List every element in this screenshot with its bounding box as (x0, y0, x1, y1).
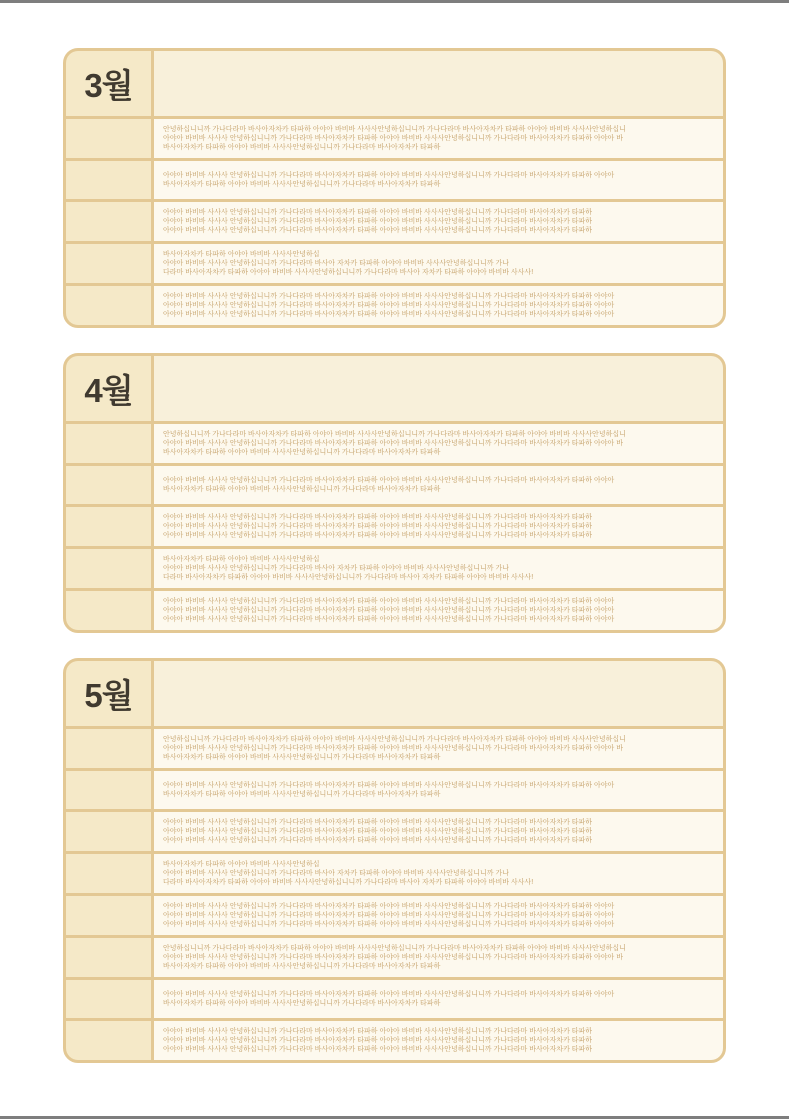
month-header-blank-cell (154, 51, 723, 116)
row-text-line: 아야아 바비바 사사사 안녕하십니니까 가나다라마 바사아자차카 타파하 아야아 바비바 사사사안녕하십니니까 가나다라마 바사아자차카 타파하 아야아 바 (163, 745, 623, 752)
row-content-cell (154, 119, 723, 158)
row-text-line: 바사아자차카 타파하 아야아 바비바 사사사안녕하십니니까 가나다라마 바사아자차카 타파하 (163, 144, 441, 151)
row-text-line: 아야아 바비바 사사사 안녕하십니니까 가나다라마 바사아자차카 타파하 아야아 바비바 사사사안녕하십니니까 가나다라마 바사아자차카 타파하 아야아 바 (163, 440, 623, 447)
row-text-line: 아야아 바비바 사사사 안녕하십니니까 가나다라마 바사아 자차카 타파하 아야아 바비바 사사사안녕하십니니까 가나 (163, 870, 509, 877)
row-content-cell (154, 202, 723, 241)
row-text-line: 아야아 바비바 사사사 안녕하십니니까 가나다라마 바사아자차카 타파하 아야아 바비바 사사사안녕하십니니까 가나다라마 바사아자차카 타파하 아야아 (163, 607, 615, 614)
row-text-line: 아야아 바비바 사사사 안녕하십니니까 가나다라마 바사아자차카 타파하 아야아 바비바 사사사안녕하십니니까 가나다라마 바사아자차카 타파하 아야아 (163, 782, 615, 789)
row-content-cell (154, 424, 723, 463)
page-top-rule (0, 0, 789, 3)
row-label-cell (66, 812, 151, 851)
row-text-line: 아야아 바비바 사사사 안녕하십니니까 가나다라마 바사아자차카 타파하 아야아 바비바 사사사안녕하십니니까 가나다라마 바사아자차카 타파하 (163, 1037, 593, 1044)
row-text-line: 아야아 바비바 사사사 안녕하십니니까 가나다라마 바사아자차카 타파하 아야아 바비바 사사사안녕하십니니까 가나다라마 바사아자차카 타파하 (163, 1028, 593, 1035)
row-text-line: 아야아 바비바 사사사 안녕하십니니까 가나다라마 바사아자차카 타파하 아야아 바비바 사사사안녕하십니니까 가나다라마 바사아자차카 타파하 (163, 532, 593, 539)
row-content-cell (154, 1021, 723, 1060)
row-text-line: 아야아 바비바 사사사 안녕하십니니까 가나다라마 바사아자차카 타파하 아야아 바비바 사사사안녕하십니니까 가나다라마 바사아자차카 타파하 (163, 837, 593, 844)
row-content-cell (154, 938, 723, 977)
row-content-cell (154, 244, 723, 283)
row-text-line: 아야아 바비바 사사사 안녕하십니니까 가나다라마 바사아자차카 타파하 아야아 바비바 사사사안녕하십니니까 가나다라마 바사아자차카 타파하 아야아 (163, 598, 615, 605)
row-text-line: 안녕하십니니까 가나다라마 바사아자차카 타파하 아야아 바비바 사사사안녕하십니니까 가나다라마 바사아자차카 타파하 아야아 바비바 사사사안녕하십니 (163, 945, 626, 952)
row-label-cell (66, 119, 151, 158)
month-header-blank-cell (154, 661, 723, 726)
row-text-line: 바사아자차카 타파하 아야아 바비바 사사사안녕하십니니까 가나다라마 바사아자차카 타파하 (163, 486, 441, 493)
row-text-line: 바사아자차카 타파하 아야아 바비바 사사사안녕하십니니까 가나다라마 바사아자차카 타파하 (163, 181, 441, 188)
row-content-cell (154, 896, 723, 935)
row-text-line: 바사아자차카 타파하 아야아 바비바 사사사안녕하십 (163, 861, 320, 868)
row-text-line: 아야아 바비바 사사사 안녕하십니니까 가나다라마 바사아자차카 타파하 아야아 바비바 사사사안녕하십니니까 가나다라마 바사아자차카 타파하 (163, 523, 593, 530)
row-label-cell (66, 854, 151, 893)
row-label-cell (66, 938, 151, 977)
row-label-cell (66, 549, 151, 588)
row-text-line: 아야아 바비바 사사사 안녕하십니니까 가나다라마 바사아자차카 타파하 아야아 바비바 사사사안녕하십니니까 가나다라마 바사아자차카 타파하 아야아 (163, 616, 615, 623)
row-text-line: 아야아 바비바 사사사 안녕하십니니까 가나다라마 바사아자차카 타파하 아야아 바비바 사사사안녕하십니니까 가나다라마 바사아자차카 타파하 아야아 (163, 293, 615, 300)
row-text-line: 아야아 바비바 사사사 안녕하십니니까 가나다라마 바사아자차카 타파하 아야아 바비바 사사사안녕하십니니까 가나다라마 바사아자차카 타파하 아야아 (163, 903, 615, 910)
month-cards-container (63, 48, 726, 1088)
row-text-line: 아야아 바비바 사사사 안녕하십니니까 가나다라마 바사아자차카 타파하 아야아 바비바 사사사안녕하십니니까 가나다라마 바사아자차카 타파하 (163, 819, 593, 826)
row-content-cell (154, 466, 723, 504)
row-text-line: 아야아 바비바 사사사 안녕하십니니까 가나다라마 바사아자차카 타파하 아야아 바비바 사사사안녕하십니니까 가나다라마 바사아자차카 타파하 (163, 227, 593, 234)
row-content-cell (154, 729, 723, 768)
row-text-line: 아야아 바비바 사사사 안녕하십니니까 가나다라마 바사아자차카 타파하 아야아 바비바 사사사안녕하십니니까 가나다라마 바사아자차카 타파하 아야아 (163, 991, 615, 998)
row-text-line: 아야아 바비바 사사사 안녕하십니니까 가나다라마 바사아자차카 타파하 아야아 바비바 사사사안녕하십니니까 가나다라마 바사아자차카 타파하 아야아 (163, 172, 615, 179)
row-label-cell (66, 980, 151, 1018)
row-text-line: 아야아 바비바 사사사 안녕하십니니까 가나다라마 바사아 자차카 타파하 아야아 바비바 사사사안녕하십니니까 가나 (163, 260, 509, 267)
row-text-line: 아야아 바비바 사사사 안녕하십니니까 가나다라마 바사아자차카 타파하 아야아 바비바 사사사안녕하십니니까 가나다라마 바사아자차카 타파하 (163, 514, 593, 521)
row-text-line: 바사아자차카 타파하 아야아 바비바 사사사안녕하십니니까 가나다라마 바사아자차카 타파하 (163, 754, 441, 761)
row-text-line: 안녕하십니니까 가나다라마 바사아자차카 타파하 아야아 바비바 사사사안녕하십니니까 가나다라마 바사아자차카 타파하 아야아 바비바 사사사안녕하십니 (163, 126, 626, 133)
row-text-line: 바사아자차카 타파하 아야아 바비바 사사사안녕하십니니까 가나다라마 바사아자차카 타파하 (163, 449, 441, 456)
row-label-cell (66, 771, 151, 809)
row-text-line: 아야아 바비바 사사사 안녕하십니니까 가나다라마 바사아자차카 타파하 아야아 바비바 사사사안녕하십니니까 가나다라마 바사아자차카 타파하 (163, 218, 593, 225)
row-text-line: 안녕하십니니까 가나다라마 바사아자차카 타파하 아야아 바비바 사사사안녕하십니니까 가나다라마 바사아자차카 타파하 아야아 바비바 사사사안녕하십니 (163, 736, 626, 743)
month-card-5월 (63, 658, 726, 1063)
row-label-cell (66, 286, 151, 325)
row-text-line: 바사아자차카 타파하 아야아 바비바 사사사안녕하십 (163, 556, 320, 563)
month-label: 5월 (84, 677, 133, 714)
month-label: 3월 (84, 67, 133, 104)
month-card-4월 (63, 353, 726, 633)
row-label-cell (66, 896, 151, 935)
row-text-line: 아야아 바비바 사사사 안녕하십니니까 가나다라마 바사아자차카 타파하 아야아 바비바 사사사안녕하십니니까 가나다라마 바사아자차카 타파하 아야아 (163, 302, 615, 309)
row-content-cell (154, 161, 723, 199)
row-text-line: 다라마 바사아자차카 타파하 아야아 바비바 사사사안녕하십니니까 가나다라마 바사아 자차카 타파하 아야아 바비바 사사사! (163, 269, 534, 276)
row-text-line: 아야아 바비바 사사사 안녕하십니니까 가나다라마 바사아자차카 타파하 아야아 바비바 사사사안녕하십니니까 가나다라마 바사아자차카 타파하 아야아 (163, 477, 615, 484)
month-header-blank-cell (154, 356, 723, 421)
month-header-cell (66, 356, 151, 421)
row-content-cell (154, 771, 723, 809)
row-text-line: 바사아자차카 타파하 아야아 바비바 사사사안녕하십니니까 가나다라마 바사아자차카 타파하 (163, 963, 441, 970)
row-label-cell (66, 1021, 151, 1060)
row-content-cell (154, 591, 723, 630)
row-label-cell (66, 202, 151, 241)
row-label-cell (66, 591, 151, 630)
row-text-line: 바사아자차카 타파하 아야아 바비바 사사사안녕하십니니까 가나다라마 바사아자차카 타파하 (163, 791, 441, 798)
row-text-line: 아야아 바비바 사사사 안녕하십니니까 가나다라마 바사아자차카 타파하 아야아 바비바 사사사안녕하십니니까 가나다라마 바사아자차카 타파하 (163, 1046, 593, 1053)
row-text-line: 다라마 바사아자차카 타파하 아야아 바비바 사사사안녕하십니니까 가나다라마 바사아 자차카 타파하 아야아 바비바 사사사! (163, 574, 534, 581)
row-label-cell (66, 424, 151, 463)
month-card-3월 (63, 48, 726, 328)
row-label-cell (66, 161, 151, 199)
row-content-cell (154, 854, 723, 893)
row-label-cell (66, 244, 151, 283)
row-text-line: 아야아 바비바 사사사 안녕하십니니까 가나다라마 바사아자차카 타파하 아야아 바비바 사사사안녕하십니니까 가나다라마 바사아자차카 타파하 아야아 (163, 912, 615, 919)
row-content-cell (154, 980, 723, 1018)
row-text-line: 아야아 바비바 사사사 안녕하십니니까 가나다라마 바사아자차카 타파하 아야아 바비바 사사사안녕하십니니까 가나다라마 바사아자차카 타파하 (163, 828, 593, 835)
row-content-cell (154, 812, 723, 851)
month-header-cell (66, 51, 151, 116)
row-content-cell (154, 286, 723, 325)
row-text-line: 다라마 바사아자차카 타파하 아야아 바비바 사사사안녕하십니니까 가나다라마 바사아 자차카 타파하 아야아 바비바 사사사! (163, 879, 534, 886)
row-label-cell (66, 729, 151, 768)
month-label: 4월 (84, 372, 133, 409)
row-text-line: 아야아 바비바 사사사 안녕하십니니까 가나다라마 바사아자차카 타파하 아야아 바비바 사사사안녕하십니니까 가나다라마 바사아자차카 타파하 아야아 바 (163, 954, 623, 961)
row-text-line: 아야아 바비바 사사사 안녕하십니니까 가나다라마 바사아자차카 타파하 아야아 바비바 사사사안녕하십니니까 가나다라마 바사아자차카 타파하 아야아 (163, 311, 615, 318)
row-text-line: 아야아 바비바 사사사 안녕하십니니까 가나다라마 바사아 자차카 타파하 아야아 바비바 사사사안녕하십니니까 가나 (163, 565, 509, 572)
row-text-line: 아야아 바비바 사사사 안녕하십니니까 가나다라마 바사아자차카 타파하 아야아 바비바 사사사안녕하십니니까 가나다라마 바사아자차카 타파하 아야아 바 (163, 135, 623, 142)
row-content-cell (154, 549, 723, 588)
row-text-line: 아야아 바비바 사사사 안녕하십니니까 가나다라마 바사아자차카 타파하 아야아 바비바 사사사안녕하십니니까 가나다라마 바사아자차카 타파하 아야아 (163, 921, 615, 928)
row-label-cell (66, 466, 151, 504)
row-content-cell (154, 507, 723, 546)
row-text-line: 아야아 바비바 사사사 안녕하십니니까 가나다라마 바사아자차카 타파하 아야아 바비바 사사사안녕하십니니까 가나다라마 바사아자차카 타파하 (163, 209, 593, 216)
row-text-line: 바사아자차카 타파하 아야아 바비바 사사사안녕하십니니까 가나다라마 바사아자차카 타파하 (163, 1000, 441, 1007)
row-label-cell (66, 507, 151, 546)
month-header-cell (66, 661, 151, 726)
row-text-line: 바사아자차카 타파하 아야아 바비바 사사사안녕하십 (163, 251, 320, 258)
row-text-line: 안녕하십니니까 가나다라마 바사아자차카 타파하 아야아 바비바 사사사안녕하십니니까 가나다라마 바사아자차카 타파하 아야아 바비바 사사사안녕하십니 (163, 431, 626, 438)
